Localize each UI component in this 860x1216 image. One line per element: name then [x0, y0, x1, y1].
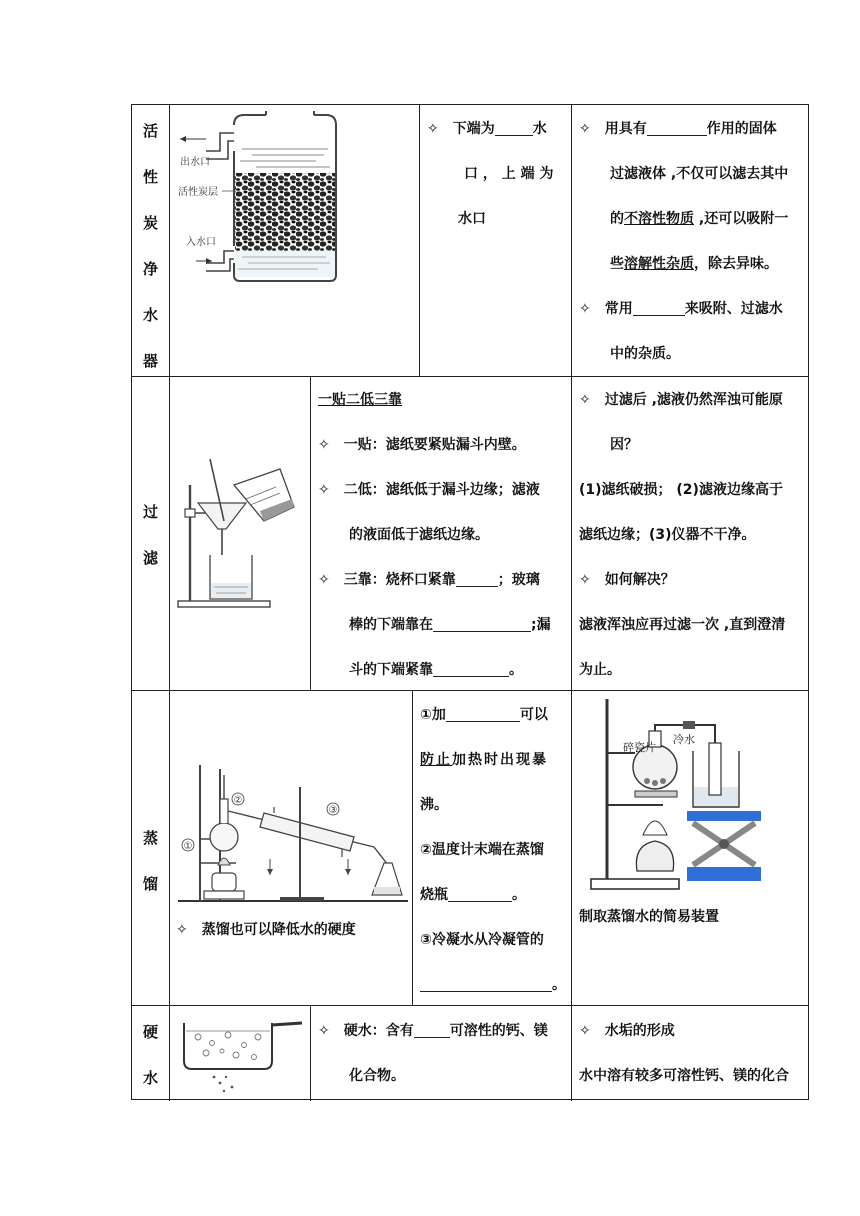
distillation-apparatus-figure [174, 755, 410, 905]
boiling-kettle-figure [178, 1013, 304, 1095]
answer-blank[interactable] [456, 571, 498, 587]
column-divider [571, 105, 572, 376]
answer-blank[interactable] [495, 120, 533, 136]
column-divider [571, 690, 572, 1005]
answer-blank[interactable] [446, 706, 520, 722]
carbon-right-text: ✧ 用具有 作用的固体 过滤液体 ,不仅可以滤去其中 的不溶性物质 ,还可以吸附一 些溶解性杂质，除去异味。 ✧ 常用 来吸附、过滤水 中的杂质。 [579, 121, 789, 362]
label-three: ③ [328, 805, 338, 816]
answer-blank[interactable] [433, 616, 531, 632]
outlet-label: 出水口 [180, 157, 210, 168]
filter-right-text: ✧ 过滤后 ,滤液仍然浑浊可能原 因？ (1)滤纸破损； (2)滤液边缘高于 滤纸边缘；(3)仪器不干净。 ✧ 如何解决？ 滤液浑浊应再过滤一次 ,直到澄清 为止。 [579, 392, 786, 678]
filter-middle-text: 一贴二低三靠 ✧ 一贴：滤纸要紧贴漏斗内壁。 ✧ 二低：滤纸低于漏斗边缘；滤液 的液面低于滤纸边缘。 ✧ 三靠：烧杯口紧靠 ；玻璃 棒的下端靠在 ;漏 斗的下端紧靠 。 [318, 378, 570, 693]
carbon-layer-label: 活性炭层 [178, 187, 218, 198]
distill-left-note: ✧ 蒸馏也可以降低水的硬度 [176, 922, 356, 938]
column-divider [310, 1005, 311, 1101]
hard-middle-text: ✧ 硬水：含有 可溶性的钙、镁 化合物。 [318, 1023, 548, 1084]
answer-blank[interactable] [647, 120, 707, 136]
answer-blank[interactable] [420, 976, 552, 992]
simple-distilled-water-setup-figure [577, 695, 805, 895]
distill-right-caption: 制取蒸馏水的简易装置 [579, 909, 719, 925]
filtration-apparatus-figure [176, 455, 302, 610]
distill-middle-text: ①加 可以 防止加热时出现暴 沸。 ②温度计末端在蒸馏 烧瓶 。 ③冷凝水从冷凝管的 。 [420, 707, 566, 993]
column-divider [310, 376, 311, 690]
label-one: ① [183, 841, 193, 852]
filter-rules-heading: 一贴二低三靠 [318, 392, 402, 408]
inlet-label: 入水口 [186, 237, 216, 248]
column-divider [571, 1005, 572, 1101]
hard-right-text: ✧ 水垢的形成 水中溶有较多可溶性钙、镁的化合 [579, 1023, 789, 1084]
answer-blank[interactable] [448, 886, 512, 902]
notes-table [131, 104, 809, 1100]
answer-blank[interactable] [414, 1022, 450, 1038]
row-title-distill: 蒸 馏 [142, 829, 158, 893]
answer-blank[interactable] [433, 661, 509, 677]
row-title-filter: 过 滤 [142, 503, 158, 567]
activated-carbon-filter-figure [176, 111, 346, 283]
label-two: ② [233, 795, 243, 806]
cold-water-label: 冷水 [673, 733, 695, 746]
carbon-middle-text: ✧ 下端为 水 口 ， 上 端 为 水口 [427, 121, 554, 227]
column-divider [419, 105, 420, 376]
column-divider [169, 105, 170, 1101]
answer-blank[interactable] [633, 300, 685, 316]
column-divider [571, 376, 572, 690]
row-title-carbon: 活 性 炭 净 水 器 [142, 122, 158, 370]
column-divider [412, 690, 413, 1005]
row-title-hard: 硬 水 [142, 1023, 158, 1087]
broken-porcelain-label: 碎瓷片 [623, 741, 656, 754]
